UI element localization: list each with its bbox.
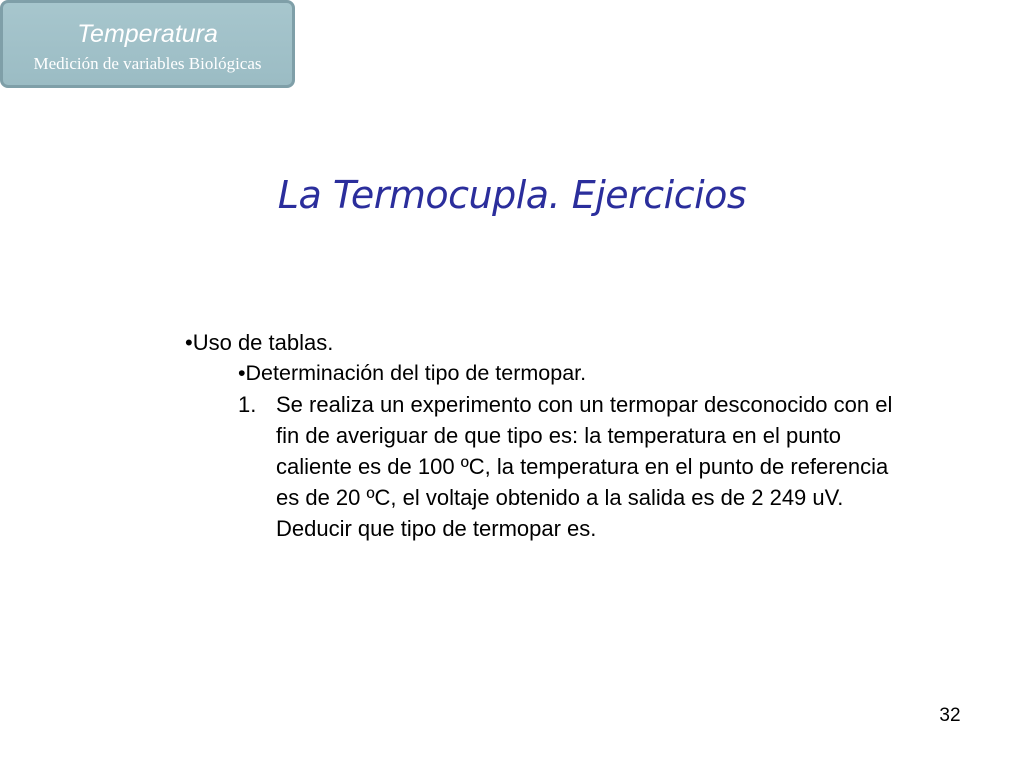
topic-badge — [0, 0, 295, 88]
badge-title: Temperatura — [77, 20, 218, 48]
bullet-uso-de-tablas: •Uso de tablas. — [185, 330, 334, 355]
bullet-determinacion: •Determinación del tipo de termopar. — [238, 361, 587, 385]
page-number: 32 — [939, 705, 961, 726]
numbered-item-1 — [238, 389, 898, 544]
item-text: Se realiza un experimento con un termopar desconocido con el fin de averiguar de que tipo es: la temperatura en el punto caliente es de 100 ºC, la temperatura en el punto de referencia es de 20 ºC, el voltaje obtenido a la salida es de 2 249 uV. Deducir que tipo de termopar es. — [276, 392, 893, 541]
badge-subtitle: Medición de variables Biológicas — [33, 54, 262, 73]
slide-title: La Termocupla. Ejercicios — [277, 173, 747, 217]
item-number: 1. — [238, 392, 257, 417]
